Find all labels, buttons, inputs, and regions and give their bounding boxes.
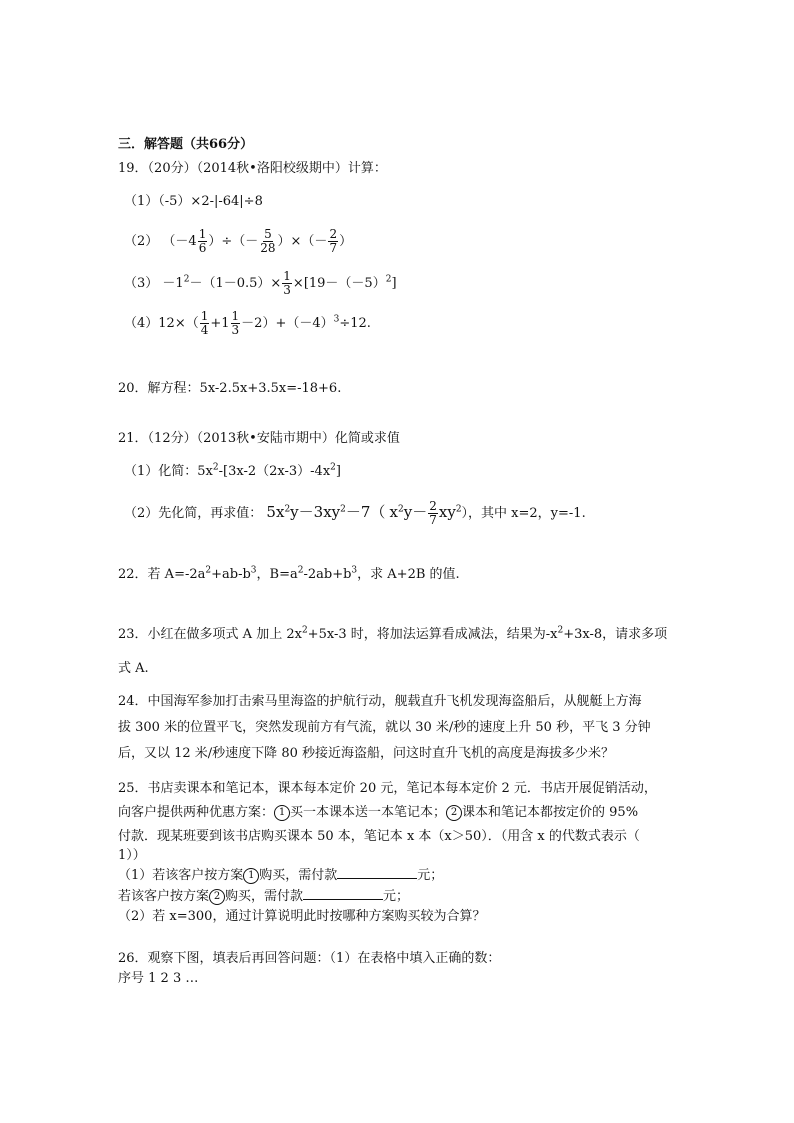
q25-line4: 1）） (118, 848, 146, 863)
q19-part2: （2） （－4 $\frac{1}{6}$ ）÷（－ $\frac{5}{28}$ ）×（－ $\frac{2}{7}$ ） (124, 227, 353, 255)
fraction: $\frac{2}{7}$ (329, 227, 338, 255)
q22: 22．若 $A=-2a^2+ab-b^3$，$B=a^2-2ab+b^3$，求 A+2B 的值. (118, 565, 460, 582)
q25-line2: 向客户提供两种优惠方案： 1 买一本课本送一本笔记本； 2 课本和笔记本都按定价的 95% (118, 805, 639, 820)
q19-part4: （4）12×（ $\frac{1}{4}$ +1 $\frac{1}{3}$ $-2)+(-4)^3\div 12$. (124, 309, 371, 337)
fraction: $\frac{2}{7}$ (429, 499, 437, 527)
circled-number-2: 2 (446, 805, 462, 821)
q25-line3: 付款．现某班要到该书店购买课本 50 本，笔记本 x 本（x＞50）．（用含 x 的代数式表示（ (118, 829, 640, 844)
q25-line6: 若该客户按方案 2 购买，需付款 元； (118, 889, 410, 904)
q25-line5: （1）若该客户按方案 1 购买，需付款 元； (118, 868, 444, 883)
circled-number-1: 1 (274, 805, 290, 821)
fraction: $\frac{1}{4}$ (200, 309, 209, 337)
q21-heading: 21．（12分）（2013秋•安陆市期中）化简或求值 (118, 431, 400, 446)
fraction: $\frac{1}{3}$ (283, 269, 291, 297)
q24-line2: 拔 300 米的位置平飞，突然发现前方有气流，就以 30 米/秒的速度上升 50 秒，平飞 3 分钟 (118, 720, 651, 735)
q23-line1: 23．小红在做多项式 A 加上 $2x^2+5x-3$ 时，将加法运算看成减法，结果为$-x^2+3x-8$，请求多项 (118, 625, 668, 642)
section-title: 三．解答题（共66分） (118, 137, 254, 152)
q25-line7: （2）若 x=300，通过计算说明此时按哪种方案购买较为合算？ (118, 909, 486, 924)
q19-heading: 19．（20分）（2014秋•洛阳校级期中）计算： (118, 161, 387, 176)
q21-part1: （1）化简：$5x^2-[3x-2(2x-3)-4x^2]$ (124, 462, 341, 479)
answer-blank-2[interactable] (303, 887, 383, 900)
q23-line2: 式 A. (118, 661, 149, 676)
circled-number-1: 1 (243, 868, 259, 884)
q25-line1: 25．书店卖课本和笔记本，课本每本定价 20 元，笔记本每本定价 2 元．书店开展促销活动， (118, 781, 657, 796)
q26-line2: 序号 1 2 3 … (118, 971, 199, 986)
q19-part3: $(3) -1^2-(1-0.5)\times$ $\frac{1}{3}$ $\times[19-(-5)^2]$ (124, 269, 397, 297)
q21-part2: （2）先化简，再求值： $5x^2y-3xy^2-7$（ $x^2y-$ $\frac{2}{7}$ $xy^2$），其中 x=2，y=-1. (124, 499, 586, 527)
circled-number-2: 2 (209, 889, 225, 905)
q20: 20．解方程：5x-2.5x+3.5x=-18+6. (118, 381, 342, 396)
fraction: $\frac{5}{28}$ (260, 227, 276, 255)
fraction: $\frac{1}{6}$ (198, 227, 207, 255)
fraction: $\frac{1}{3}$ (231, 309, 240, 337)
q26-line1: 26．观察下图，填表后再回答问题：（1）在表格中填入正确的数： (118, 951, 501, 966)
answer-blank-1[interactable] (337, 866, 417, 879)
q19-part1: （1）（-5）×2-|-64|÷8 (124, 194, 263, 209)
q24-line1: 24．中国海军参加打击索马里海盗的护航行动，舰载直升飞机发现海盗船后，从舰艇上方海 (118, 694, 642, 709)
q24-line3: 后，又以 12 米/秒速度下降 80 秒接近海盗船，问这时直升飞机的高度是海拔多少米？ (118, 746, 614, 761)
